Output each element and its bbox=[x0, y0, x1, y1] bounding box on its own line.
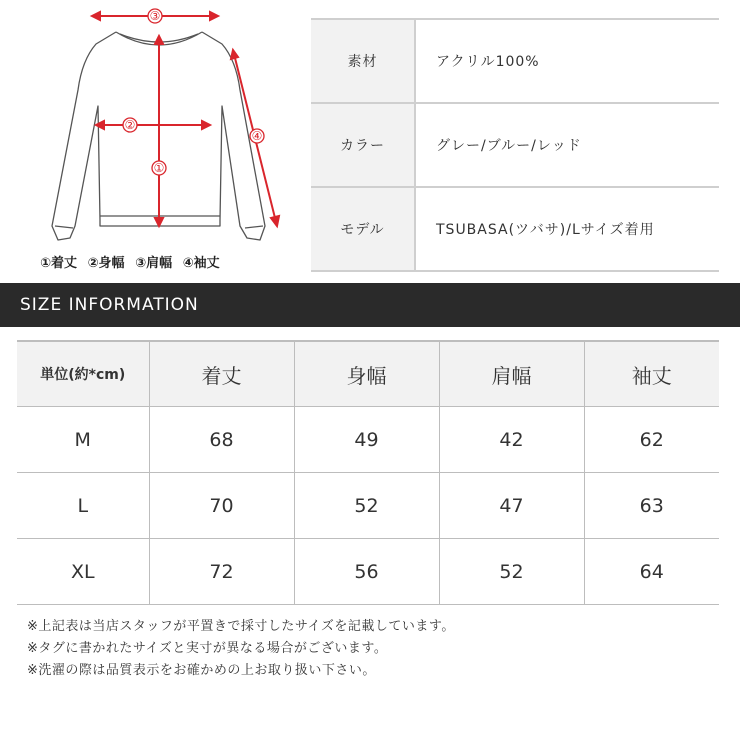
table-cell: 68 bbox=[149, 407, 294, 473]
header-body-width: 身幅 bbox=[294, 341, 439, 407]
table-cell: 56 bbox=[294, 539, 439, 605]
table-cell: 52 bbox=[294, 473, 439, 539]
spec-label: 素材 bbox=[311, 20, 416, 102]
table-cell: 52 bbox=[439, 539, 584, 605]
spec-row-model bbox=[311, 186, 719, 272]
legend-length: ①着丈 bbox=[40, 256, 78, 271]
note-line: ※洗濯の際は品質表示をお確かめの上お取り扱い下さい。 bbox=[27, 663, 376, 678]
table-row bbox=[17, 539, 719, 605]
marker-4: ④ bbox=[251, 129, 263, 143]
table-cell: 42 bbox=[439, 407, 584, 473]
legend-body-width: ②身幅 bbox=[87, 256, 125, 271]
table-cell: 62 bbox=[584, 407, 719, 473]
size-label: XL bbox=[17, 539, 149, 605]
table-cell: 63 bbox=[584, 473, 719, 539]
header-shoulder: 肩幅 bbox=[439, 341, 584, 407]
measurement-legend bbox=[40, 252, 290, 271]
size-table-header bbox=[17, 341, 719, 407]
spec-row-material bbox=[311, 18, 719, 102]
table-cell: 64 bbox=[584, 539, 719, 605]
spec-value: グレー/ブルー/レッド bbox=[436, 138, 582, 154]
header-length: 着丈 bbox=[149, 341, 294, 407]
spec-value: TSUBASA(ツバサ)/Lサイズ着用 bbox=[436, 222, 655, 238]
spec-row-color bbox=[311, 102, 719, 186]
table-cell: 70 bbox=[149, 473, 294, 539]
note-line: ※上記表は当店スタッフが平置きで採寸したサイズを記載しています。 bbox=[27, 619, 455, 634]
table-row bbox=[17, 473, 719, 539]
size-notes bbox=[27, 616, 727, 682]
table-row bbox=[17, 407, 719, 473]
marker-2: ② bbox=[124, 118, 136, 132]
marker-3: ③ bbox=[149, 9, 161, 23]
spec-value: アクリル100% bbox=[436, 54, 540, 70]
table-cell: 47 bbox=[439, 473, 584, 539]
table-cell: 49 bbox=[294, 407, 439, 473]
legend-shoulder: ③肩幅 bbox=[135, 256, 173, 271]
spec-label: モデル bbox=[311, 188, 416, 270]
note-line: ※タグに書かれたサイズと実寸が異なる場合がございます。 bbox=[27, 641, 388, 656]
size-label: M bbox=[17, 407, 149, 473]
header-unit: 単位(約*cm) bbox=[17, 341, 149, 407]
size-table bbox=[17, 340, 719, 605]
table-cell: 72 bbox=[149, 539, 294, 605]
product-spec-table bbox=[311, 18, 719, 272]
legend-sleeve: ④袖丈 bbox=[182, 256, 220, 271]
spec-label: カラー bbox=[311, 104, 416, 186]
marker-1: ① bbox=[153, 161, 165, 175]
size-label: L bbox=[17, 473, 149, 539]
header-sleeve: 袖丈 bbox=[584, 341, 719, 407]
garment-diagram bbox=[0, 0, 290, 280]
size-information-banner: SIZE INFORMATION bbox=[0, 283, 740, 327]
